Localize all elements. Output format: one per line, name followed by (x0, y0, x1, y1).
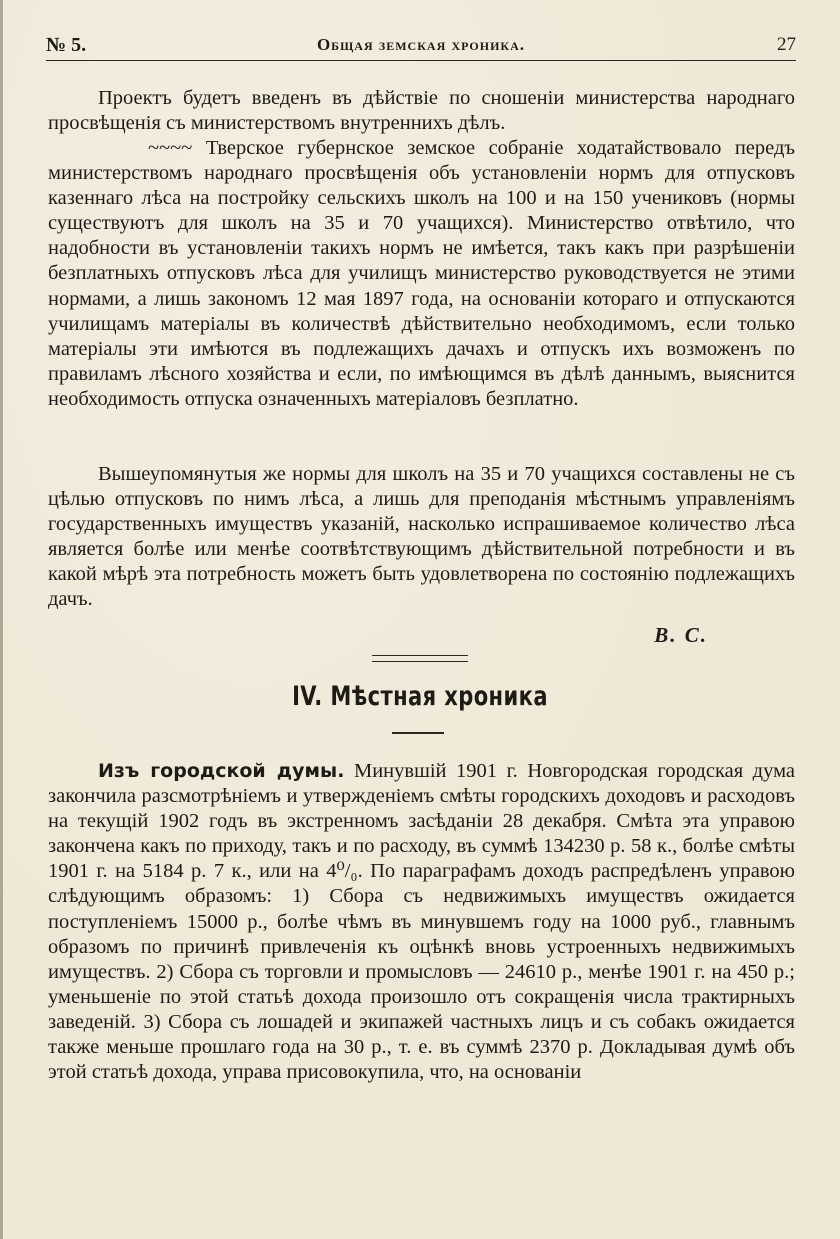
paragraph-2 (48, 136, 795, 412)
signature: В. С. (654, 623, 708, 647)
issue-number: № 5. (46, 34, 87, 56)
paragraph-text: Тверское губернское земское собраніе ходатайствовало передъ министерствомъ народнаго просвѣщенія объ установленіи нормъ для отпусковъ казеннаго лѣса на постройку сельскихъ школъ на 100 и на 150 учениковъ (нормы существуютъ для школъ на 35 и 70 учащихся). Министерство отвѣтило, что надобности въ установленіи такихъ нормъ не имѣется, такъ какъ при разрѣшеніи безплатныхъ отпусковъ лѣса для училищъ министерство руководствуется не этими нормами, а лишь закономъ 12 мая 1897 года, на основаніи котораго и отпускаются училищамъ матеріалы въ количествѣ дѣйствительно необходимомъ, если только матеріалы эти имѣются въ подлежащихъ дачахъ и отпускъ ихъ возможенъ по правиламъ лѣсного хозяйства и если, по имѣющимся въ дѣлѣ даннымъ, выяснится необходимость отпуска означенныхъ матеріаловъ безплатно. (48, 137, 796, 410)
paragraph-4 (48, 759, 795, 1085)
paragraph-text: Проектъ будетъ введенъ въ дѣйствіе по сношеніи министерства народнаго просвѣщенія съ министерствомъ внутреннихъ дѣлъ. (48, 87, 795, 135)
dash-ornament: ~~~~ (148, 137, 193, 159)
paragraph-text: Вышеупомянутыя же нормы для школъ на 35 и 70 учащихся составлены не съ цѣлью отпусковъ по нимъ лѣса, а лишь для преподанія мѣстнымъ управленіямъ государственныхъ имуществъ указаній, насколько испрашиваемое количество лѣса является болѣе или менѣе соотвѣтствующимъ дѣйствительной потребности и въ какой мѣрѣ эта потребность можетъ быть удовлетворена по состоянію подлежащихъ дачъ. (48, 463, 795, 611)
paragraph-1 (48, 86, 795, 136)
running-title: Общая земская хроника. (316, 35, 526, 54)
header-rule (46, 60, 796, 61)
page-edge (0, 0, 3, 1239)
running-header (46, 30, 796, 60)
paragraph-text: Минувшій 1901 г. Новгородская городская дума закончила разсмотрѣніемъ и утвержденіемъ смѣты городскихъ доходовъ и расходовъ на текущій 1902 годъ въ экстренномъ засѣданіи 28 декабря. Смѣта эта управою закончена какъ по приходу, такъ и по расходу, въ суммѣ 134230 р. 58 к., болѣе смѣты 1901 г. на 5184 р. 7 к., или на 4⁰/₀. По параграфамъ доходъ распредѣленъ управою слѣдующимъ образомъ: 1) Сбора съ недвижимыхъ имуществъ ожидается поступленіемъ 15000 р., болѣе чѣмъ въ минувшемъ году на 1000 руб., главнымъ образомъ по причинѣ привлеченія къ оцѣнкѣ вновь устроенныхъ недвижимыхъ имуществъ. 2) Сбора съ торговли и промысловъ — 24610 р., менѣе 1901 г. на 450 р.; уменьшеніе по этой статьѣ дохода произошло отъ сокращенія числа трактирныхъ заведеній. 3) Сбора съ лошадей и экипажей частныхъ лицъ и съ собакъ ожидается также меньше прошлаго года на 30 р., т. е. въ суммѣ 2370 р. Докладывая думѣ объ этой статьѣ дохода, управа присовокупила, что, на основаніи (48, 760, 795, 1084)
paragraph-3 (48, 462, 795, 613)
title-rule (392, 732, 444, 734)
page-number: 27 (777, 34, 796, 55)
runin-heading: Изъ городской думы. (98, 760, 345, 782)
section-title: IV. Мѣстная хроника (292, 681, 548, 712)
section-divider (372, 655, 468, 662)
